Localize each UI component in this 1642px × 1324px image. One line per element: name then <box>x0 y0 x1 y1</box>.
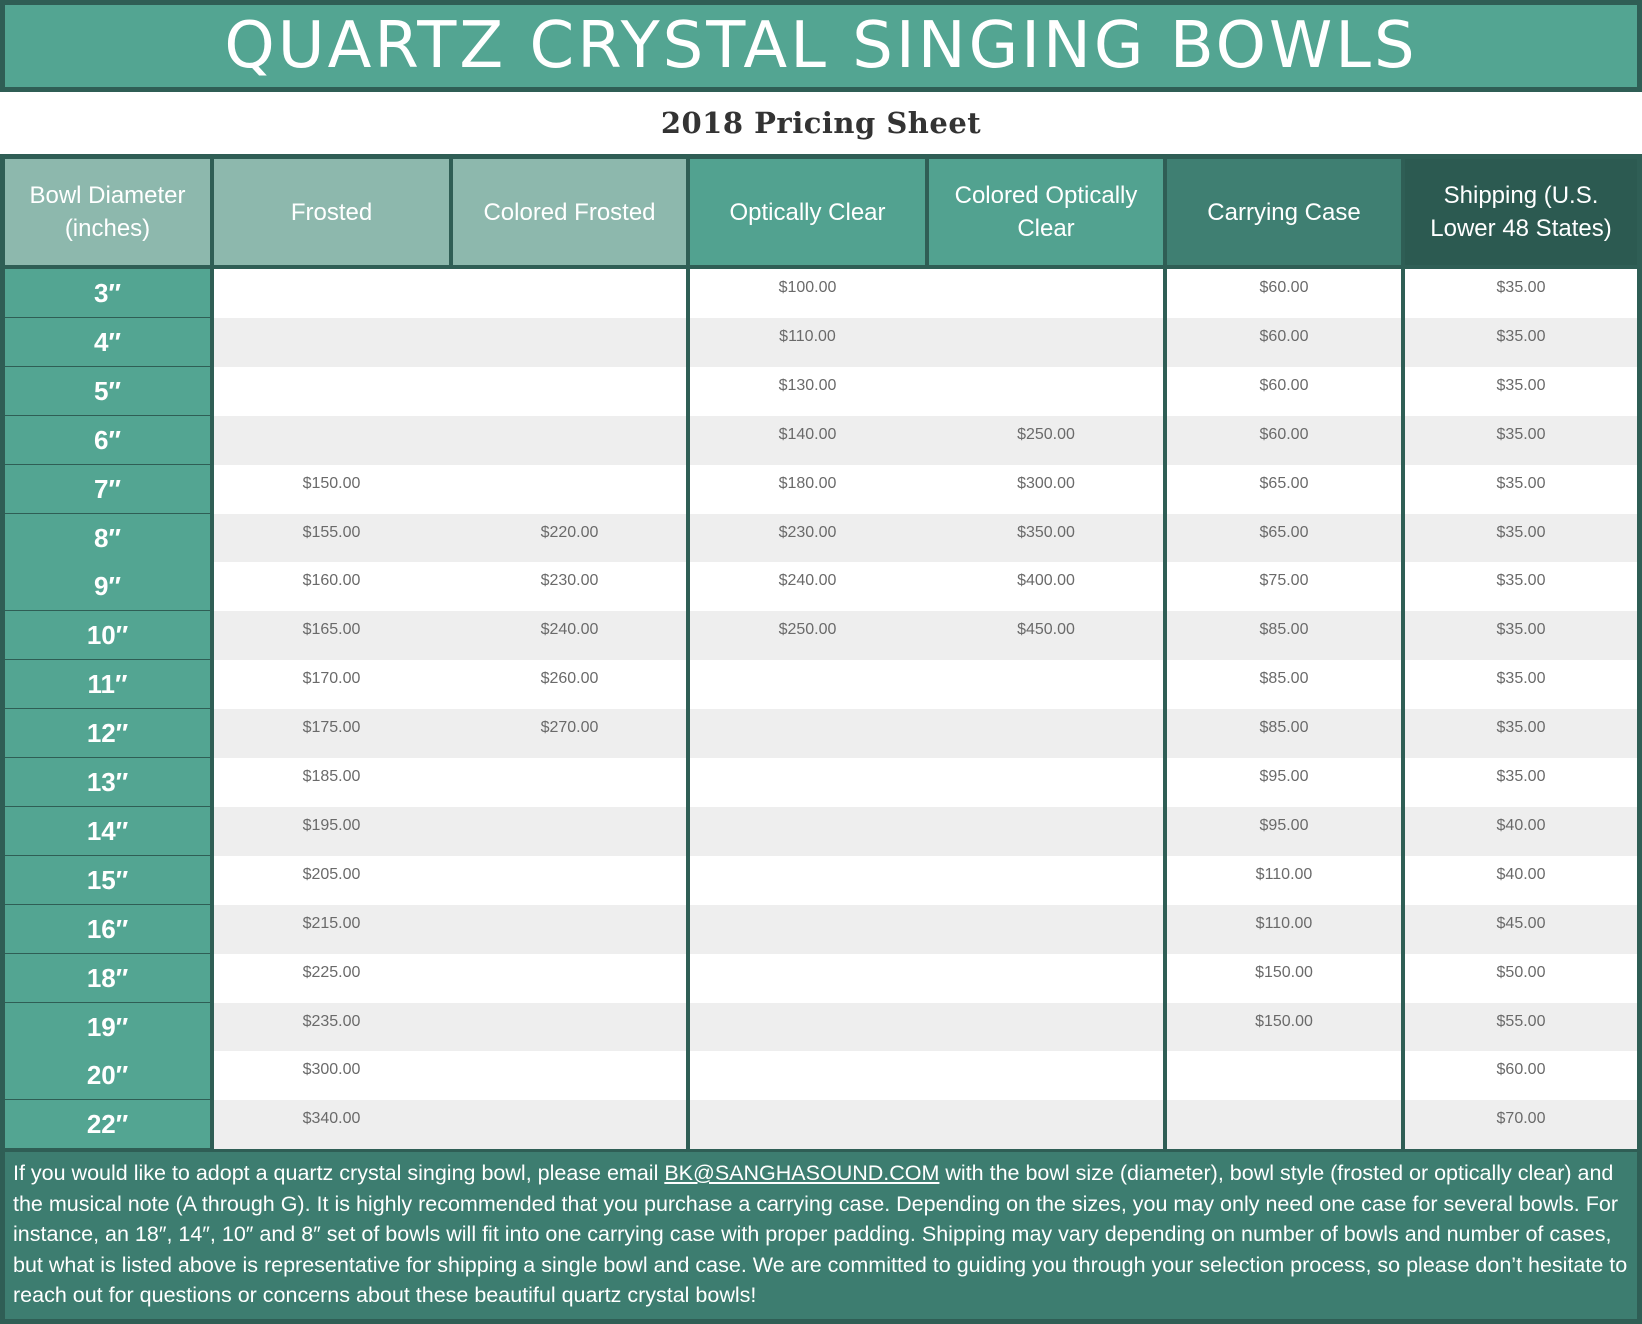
table-row <box>690 954 1163 1003</box>
price-cell-optically-clear: $250.00 <box>778 621 837 638</box>
price-cell-shipping: $35.00 <box>1496 621 1546 638</box>
table-row <box>690 611 1163 660</box>
price-cell-carrying-case: $95.00 <box>1259 768 1309 785</box>
price-cell-carrying-case: $60.00 <box>1259 328 1309 345</box>
price-cell-carrying-case: $150.00 <box>1255 1013 1313 1030</box>
price-cell-colored-frosted <box>453 318 686 367</box>
price-cell-colored-frosted: $240.00 <box>540 621 599 638</box>
price-cell-colored-frosted <box>453 465 686 514</box>
diameter-cell: 19″ <box>5 1003 210 1051</box>
table-row <box>214 1100 686 1149</box>
table-row <box>690 318 1163 367</box>
price-cell-optically-clear <box>690 709 925 758</box>
price-cell-colored-optically-clear <box>929 856 1163 905</box>
table-row <box>690 269 1163 318</box>
price-cell-colored-frosted <box>453 905 686 954</box>
price-cell-carrying-case: $65.00 <box>1259 524 1309 541</box>
price-cell-colored-optically-clear <box>929 1051 1163 1100</box>
diameter-cell: 15″ <box>5 856 210 904</box>
footer-text <box>5 1152 1637 1319</box>
table-row <box>1167 660 1401 709</box>
table-row <box>214 1051 686 1100</box>
price-cell-carrying-case: $110.00 <box>1255 915 1313 932</box>
footer <box>0 1152 1642 1324</box>
price-cell-shipping: $35.00 <box>1496 426 1546 443</box>
price-cell-frosted: $155.00 <box>302 524 361 541</box>
price-cell-shipping: $60.00 <box>1496 1061 1546 1078</box>
table-row <box>214 758 686 807</box>
price-cell-shipping: $40.00 <box>1496 817 1546 834</box>
price-cell-carrying-case <box>1167 1051 1401 1100</box>
price-cell-optically-clear <box>690 1051 925 1100</box>
price-cell-shipping: $35.00 <box>1496 572 1546 589</box>
table-row <box>214 318 686 367</box>
table-row <box>1167 856 1401 905</box>
price-cell-colored-frosted: $270.00 <box>540 719 599 736</box>
table-row <box>214 660 686 709</box>
price-cell-colored-optically-clear: $350.00 <box>1017 524 1075 541</box>
table-row <box>1405 807 1637 856</box>
price-cell-optically-clear <box>690 660 925 709</box>
diameter-cell: 8″ <box>5 514 210 562</box>
price-cell-colored-frosted <box>453 1100 686 1149</box>
table-row <box>1405 1051 1637 1100</box>
table-row <box>1405 660 1637 709</box>
table-row <box>214 856 686 905</box>
price-cell-frosted: $225.00 <box>302 964 361 981</box>
table-row <box>1167 1051 1401 1100</box>
price-cell-colored-optically-clear <box>929 807 1163 856</box>
table-row <box>1405 318 1637 367</box>
table-row <box>1167 954 1401 1003</box>
price-cell-optically-clear: $230.00 <box>778 524 837 541</box>
diameter-cell: 4″ <box>5 318 210 366</box>
price-cell-colored-frosted <box>453 1051 686 1100</box>
table-row <box>1405 416 1637 465</box>
table-row <box>214 611 686 660</box>
price-cell-frosted: $215.00 <box>302 915 361 932</box>
table-row <box>1167 465 1401 514</box>
table-row <box>690 856 1163 905</box>
price-cell-shipping: $55.00 <box>1496 1013 1546 1030</box>
price-cell-colored-frosted <box>453 954 686 1003</box>
diameter-cell: 3″ <box>5 269 210 317</box>
footer-text-body: with the bowl size (diameter), bowl style (frosted or optically clear) and the musical note (A through G). It is highly recommended that you purchase a carrying case. Depending on the sizes, you may only need one case for several bowls. For instance, an 18″, 14″, 10″ and 8″ set of bowls will fit into one carrying case with proper padding. Shipping may vary depending on number of bowls and number of cases, but what is listed above is representative for shipping a single bowl and case. We are committed to guiding you through your selection process, so please don’t hesitate to reach out for questions or concerns about these beautiful quartz crystal bowls! <box>13 1161 1628 1307</box>
price-cell-frosted: $170.00 <box>302 670 361 687</box>
price-cell-frosted: $185.00 <box>302 768 361 785</box>
table-row <box>1405 709 1637 758</box>
table-row <box>1405 1003 1637 1052</box>
table-row <box>690 1003 1163 1052</box>
price-cell-frosted <box>214 269 449 318</box>
price-cell-carrying-case: $110.00 <box>1255 866 1313 883</box>
price-cell-colored-optically-clear: $250.00 <box>1017 426 1075 443</box>
page-subtitle: 2018 Pricing Sheet <box>660 106 982 140</box>
price-cell-optically-clear: $130.00 <box>778 377 837 394</box>
price-cell-colored-frosted <box>453 1003 686 1052</box>
price-cell-frosted <box>214 416 449 465</box>
table-row <box>690 758 1163 807</box>
price-cell-colored-optically-clear <box>929 709 1163 758</box>
table-row <box>1167 1003 1401 1052</box>
price-cell-shipping: $70.00 <box>1496 1110 1546 1127</box>
price-cell-colored-optically-clear <box>929 660 1163 709</box>
diameter-cell: 14″ <box>5 807 210 855</box>
price-cell-colored-optically-clear <box>929 1100 1163 1149</box>
price-cell-optically-clear <box>690 954 925 1003</box>
table-row <box>690 1100 1163 1149</box>
table-row <box>214 514 686 563</box>
price-cell-colored-optically-clear <box>929 318 1163 367</box>
price-cell-shipping: $35.00 <box>1496 377 1546 394</box>
price-cell-optically-clear: $140.00 <box>778 426 837 443</box>
price-cell-colored-optically-clear <box>929 905 1163 954</box>
price-cell-optically-clear <box>690 856 925 905</box>
table-row <box>214 465 686 514</box>
table-row <box>1405 1100 1637 1149</box>
diameter-cell: 6″ <box>5 416 210 464</box>
price-cell-carrying-case: $85.00 <box>1259 621 1309 638</box>
table-row <box>690 367 1163 416</box>
header-optically-clear: Optically Clear <box>690 159 925 265</box>
price-cell-shipping: $35.00 <box>1496 719 1546 736</box>
price-cell-colored-optically-clear: $450.00 <box>1017 621 1075 638</box>
table-row <box>1405 611 1637 660</box>
price-cell-optically-clear <box>690 807 925 856</box>
price-cell-colored-frosted <box>453 758 686 807</box>
price-cell-carrying-case: $60.00 <box>1259 279 1309 296</box>
diameter-cell: 11″ <box>5 660 210 708</box>
price-cell-colored-optically-clear: $400.00 <box>1017 572 1075 589</box>
price-cell-optically-clear <box>690 905 925 954</box>
price-cell-colored-frosted <box>453 856 686 905</box>
table-row <box>214 416 686 465</box>
price-cell-carrying-case: $150.00 <box>1255 964 1313 981</box>
table-row <box>1167 905 1401 954</box>
table-row <box>214 807 686 856</box>
table-row <box>690 807 1163 856</box>
table-row <box>690 905 1163 954</box>
price-cell-colored-frosted <box>453 416 686 465</box>
table-row <box>1405 954 1637 1003</box>
price-cell-colored-frosted <box>453 807 686 856</box>
table-row <box>1405 269 1637 318</box>
table-row <box>1167 269 1401 318</box>
price-cell-frosted: $235.00 <box>302 1013 361 1030</box>
pricing-table <box>0 154 1642 1152</box>
diameter-cell: 22″ <box>5 1100 210 1148</box>
title-banner <box>0 0 1642 92</box>
price-cell-colored-optically-clear <box>929 758 1163 807</box>
price-cell-colored-frosted <box>453 269 686 318</box>
price-cell-shipping: $35.00 <box>1496 768 1546 785</box>
table-row <box>1405 514 1637 563</box>
table-row <box>1167 807 1401 856</box>
diameter-cell: 10″ <box>5 611 210 659</box>
diameter-cell: 12″ <box>5 709 210 757</box>
table-row <box>1405 758 1637 807</box>
price-cell-frosted: $160.00 <box>302 572 361 589</box>
price-cell-frosted: $165.00 <box>302 621 361 638</box>
table-row <box>214 562 686 611</box>
price-cell-shipping: $35.00 <box>1496 524 1546 541</box>
table-row <box>690 416 1163 465</box>
price-cell-carrying-case: $60.00 <box>1259 426 1309 443</box>
header-frosted: Frosted <box>214 159 449 265</box>
table-row <box>1405 562 1637 611</box>
price-cell-colored-frosted: $260.00 <box>540 670 599 687</box>
table-row <box>1167 318 1401 367</box>
table-row <box>690 514 1163 563</box>
price-cell-carrying-case: $60.00 <box>1259 377 1309 394</box>
table-row <box>1167 514 1401 563</box>
price-cell-frosted: $195.00 <box>302 817 361 834</box>
price-cell-optically-clear: $240.00 <box>778 572 837 589</box>
table-row <box>214 367 686 416</box>
price-cell-shipping: $35.00 <box>1496 475 1546 492</box>
price-cell-shipping: $50.00 <box>1496 964 1546 981</box>
price-cell-frosted: $300.00 <box>302 1061 361 1078</box>
table-row <box>1167 611 1401 660</box>
table-row <box>690 660 1163 709</box>
price-cell-optically-clear: $180.00 <box>778 475 837 492</box>
table-row <box>690 562 1163 611</box>
price-cell-frosted <box>214 367 449 416</box>
price-cell-carrying-case: $85.00 <box>1259 670 1309 687</box>
price-cell-frosted: $205.00 <box>302 866 361 883</box>
price-cell-colored-frosted <box>453 367 686 416</box>
page-title: QUARTZ CRYSTAL SINGING BOWLS <box>5 5 1637 87</box>
table-row <box>214 269 686 318</box>
table-row <box>214 905 686 954</box>
diameter-cell: 13″ <box>5 758 210 806</box>
price-cell-shipping: $45.00 <box>1496 915 1546 932</box>
price-cell-colored-optically-clear <box>929 1003 1163 1052</box>
table-row <box>1167 562 1401 611</box>
footer-text-intro: If you would like to adopt a quartz crystal singing bowl, please email <box>13 1161 665 1185</box>
header-colored-optically-clear: Colored Optically Clear <box>929 159 1163 265</box>
price-cell-colored-optically-clear <box>929 367 1163 416</box>
price-cell-carrying-case: $65.00 <box>1259 475 1309 492</box>
price-cell-colored-optically-clear: $300.00 <box>1017 475 1075 492</box>
email-link[interactable]: BK@SANGHASOUND.COM <box>664 1161 940 1185</box>
header-diameter: Bowl Diameter (inches) <box>5 159 210 265</box>
diameter-cell: 9″ <box>5 562 210 610</box>
price-cell-carrying-case: $75.00 <box>1259 572 1309 589</box>
price-cell-frosted: $340.00 <box>302 1110 361 1127</box>
table-row <box>1405 367 1637 416</box>
price-cell-shipping: $35.00 <box>1496 328 1546 345</box>
table-row <box>1405 905 1637 954</box>
price-cell-shipping: $35.00 <box>1496 670 1546 687</box>
table-row <box>214 709 686 758</box>
header-shipping: Shipping (U.S. Lower 48 States) <box>1405 159 1637 265</box>
table-row <box>1167 1100 1401 1149</box>
diameter-cell: 7″ <box>5 465 210 513</box>
diameter-cell: 5″ <box>5 367 210 415</box>
table-row <box>1405 465 1637 514</box>
price-cell-optically-clear <box>690 1003 925 1052</box>
diameter-cell: 18″ <box>5 954 210 1002</box>
price-cell-shipping: $35.00 <box>1496 279 1546 296</box>
price-cell-colored-optically-clear <box>929 954 1163 1003</box>
price-cell-optically-clear <box>690 1100 925 1149</box>
price-cell-shipping: $40.00 <box>1496 866 1546 883</box>
table-row <box>1167 367 1401 416</box>
price-cell-carrying-case <box>1167 1100 1401 1149</box>
price-cell-optically-clear <box>690 758 925 807</box>
table-row <box>214 954 686 1003</box>
price-cell-optically-clear: $110.00 <box>779 328 836 345</box>
price-cell-frosted: $150.00 <box>302 475 361 492</box>
table-row <box>690 465 1163 514</box>
price-cell-frosted: $175.00 <box>302 719 361 736</box>
price-cell-colored-frosted: $220.00 <box>540 524 599 541</box>
price-cell-colored-optically-clear <box>929 269 1163 318</box>
header-carrying-case: Carrying Case <box>1167 159 1401 265</box>
table-row <box>690 709 1163 758</box>
table-row <box>690 1051 1163 1100</box>
price-cell-carrying-case: $95.00 <box>1259 817 1309 834</box>
table-row <box>1167 709 1401 758</box>
table-row <box>1405 856 1637 905</box>
diameter-cell: 20″ <box>5 1051 210 1099</box>
table-row <box>1167 416 1401 465</box>
diameter-cell: 16″ <box>5 905 210 953</box>
price-cell-colored-frosted: $230.00 <box>540 572 599 589</box>
header-colored-frosted: Colored Frosted <box>453 159 686 265</box>
price-cell-frosted <box>214 318 449 367</box>
price-cell-optically-clear: $100.00 <box>778 279 837 296</box>
price-cell-carrying-case: $85.00 <box>1259 719 1309 736</box>
table-row <box>214 1003 686 1052</box>
table-row <box>1167 758 1401 807</box>
